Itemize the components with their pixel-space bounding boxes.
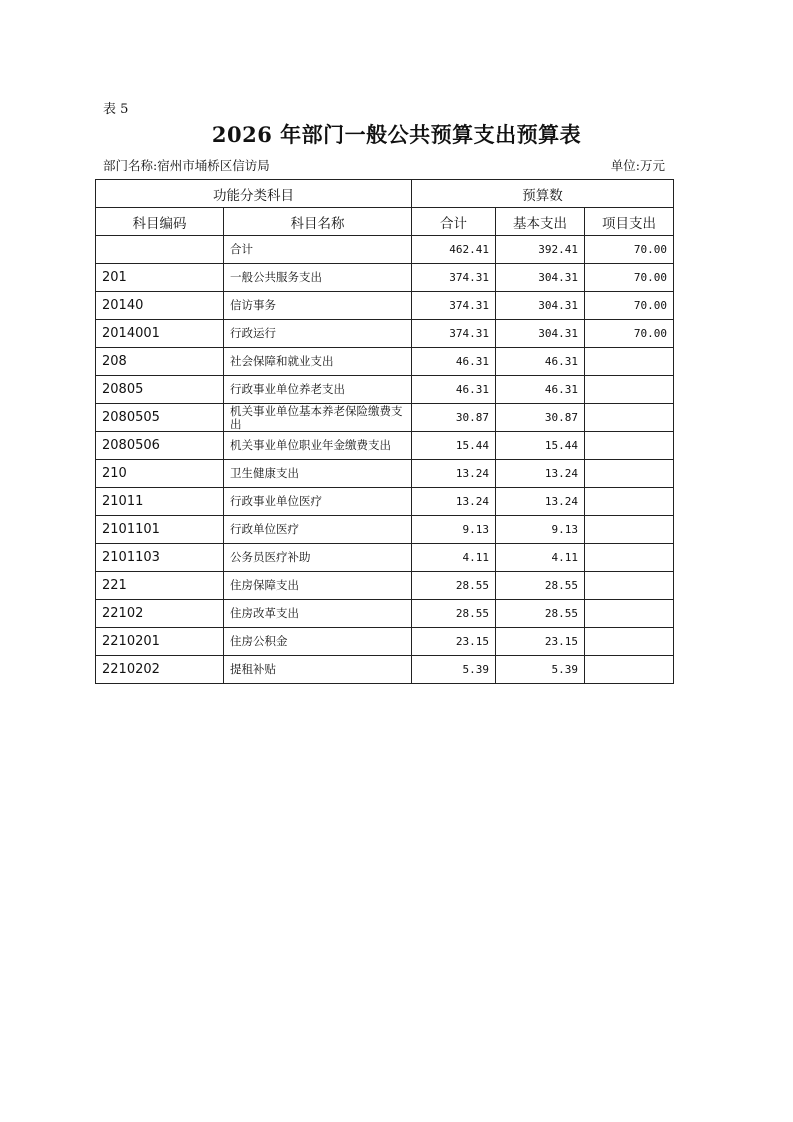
cell-project [585, 376, 674, 404]
cell-total: 23.15 [412, 628, 496, 656]
table-row [96, 376, 674, 404]
cell-basic: 15.44 [496, 432, 585, 460]
header-project: 项目支出 [585, 208, 674, 236]
cell-name: 一般公共服务支出 [224, 264, 412, 292]
table-row [96, 628, 674, 656]
cell-basic: 4.11 [496, 544, 585, 572]
cell-basic: 304.31 [496, 292, 585, 320]
cell-basic: 304.31 [496, 320, 585, 348]
header-column-row [96, 208, 674, 236]
cell-project [585, 488, 674, 516]
cell-basic: 30.87 [496, 404, 585, 432]
cell-code: 2101101 [96, 516, 224, 544]
cell-name: 住房保障支出 [224, 572, 412, 600]
cell-project: 70.00 [585, 292, 674, 320]
cell-basic: 392.41 [496, 236, 585, 264]
cell-code: 21011 [96, 488, 224, 516]
cell-code: 2080505 [96, 404, 224, 432]
cell-name: 信访事务 [224, 292, 412, 320]
cell-code: 20805 [96, 376, 224, 404]
table-row [96, 236, 674, 264]
cell-total: 5.39 [412, 656, 496, 684]
cell-name: 公务员医疗补助 [224, 544, 412, 572]
cell-code: 2210202 [96, 656, 224, 684]
header-total: 合计 [412, 208, 496, 236]
table-row [96, 488, 674, 516]
cell-basic: 9.13 [496, 516, 585, 544]
cell-name: 行政运行 [224, 320, 412, 348]
cell-basic: 46.31 [496, 348, 585, 376]
table-row [96, 292, 674, 320]
cell-code: 20140 [96, 292, 224, 320]
header-code: 科目编码 [96, 208, 224, 236]
cell-total: 374.31 [412, 320, 496, 348]
cell-basic: 28.55 [496, 600, 585, 628]
page-title: 2026 年部门一般公共预算支出预算表 [211, 122, 582, 147]
cell-total: 13.24 [412, 460, 496, 488]
cell-basic: 13.24 [496, 488, 585, 516]
header-group-row [96, 180, 674, 208]
cell-project [585, 628, 674, 656]
cell-code: 2014001 [96, 320, 224, 348]
cell-name: 住房公积金 [224, 628, 412, 656]
budget-table [95, 179, 674, 684]
cell-total: 28.55 [412, 572, 496, 600]
cell-code: 2080506 [96, 432, 224, 460]
cell-name: 机关事业单位基本养老保险缴费支出 [224, 404, 412, 432]
table-row [96, 460, 674, 488]
cell-name: 社会保障和就业支出 [224, 348, 412, 376]
table-row [96, 404, 674, 432]
table-row [96, 320, 674, 348]
cell-name: 卫生健康支出 [224, 460, 412, 488]
cell-total: 28.55 [412, 600, 496, 628]
cell-total: 9.13 [412, 516, 496, 544]
cell-code: 201 [96, 264, 224, 292]
cell-project [585, 432, 674, 460]
table-row [96, 516, 674, 544]
cell-basic: 23.15 [496, 628, 585, 656]
cell-total: 374.31 [412, 292, 496, 320]
cell-total: 13.24 [412, 488, 496, 516]
header-name: 科目名称 [224, 208, 412, 236]
cell-total: 46.31 [412, 348, 496, 376]
table-row [96, 544, 674, 572]
cell-code [96, 236, 224, 264]
cell-project: 70.00 [585, 264, 674, 292]
cell-basic: 46.31 [496, 376, 585, 404]
cell-code: 22102 [96, 600, 224, 628]
cell-project [585, 348, 674, 376]
cell-project: 70.00 [585, 320, 674, 348]
cell-name: 住房改革支出 [224, 600, 412, 628]
cell-name: 行政单位医疗 [224, 516, 412, 544]
table-number: 表 5 [103, 102, 129, 117]
cell-total: 374.31 [412, 264, 496, 292]
header-budget-amount: 预算数 [412, 180, 674, 208]
cell-project [585, 460, 674, 488]
cell-project [585, 544, 674, 572]
cell-total: 462.41 [412, 236, 496, 264]
cell-code: 2210201 [96, 628, 224, 656]
cell-name: 提租补贴 [224, 656, 412, 684]
cell-name: 行政事业单位养老支出 [224, 376, 412, 404]
cell-total: 4.11 [412, 544, 496, 572]
table-row [96, 432, 674, 460]
cell-total: 46.31 [412, 376, 496, 404]
cell-project [585, 572, 674, 600]
cell-basic: 5.39 [496, 656, 585, 684]
cell-basic: 13.24 [496, 460, 585, 488]
table-row [96, 600, 674, 628]
cell-basic: 28.55 [496, 572, 585, 600]
cell-code: 221 [96, 572, 224, 600]
cell-project: 70.00 [585, 236, 674, 264]
unit-label: 单位:万元 [610, 158, 665, 173]
cell-project [585, 516, 674, 544]
department-name: 部门名称:宿州市埇桥区信访局 [103, 158, 270, 173]
cell-project [585, 600, 674, 628]
cell-total: 15.44 [412, 432, 496, 460]
table-row [96, 572, 674, 600]
cell-name: 机关事业单位职业年金缴费支出 [224, 432, 412, 460]
cell-name: 行政事业单位医疗 [224, 488, 412, 516]
cell-basic: 304.31 [496, 264, 585, 292]
cell-project [585, 404, 674, 432]
table-row [96, 264, 674, 292]
header-functional-classification: 功能分类科目 [96, 180, 412, 208]
table-row [96, 348, 674, 376]
cell-code: 2101103 [96, 544, 224, 572]
header-basic: 基本支出 [496, 208, 585, 236]
cell-code: 210 [96, 460, 224, 488]
table-body [96, 236, 674, 684]
cell-code: 208 [96, 348, 224, 376]
cell-name: 合计 [224, 236, 412, 264]
cell-project [585, 656, 674, 684]
table-row [96, 656, 674, 684]
cell-total: 30.87 [412, 404, 496, 432]
